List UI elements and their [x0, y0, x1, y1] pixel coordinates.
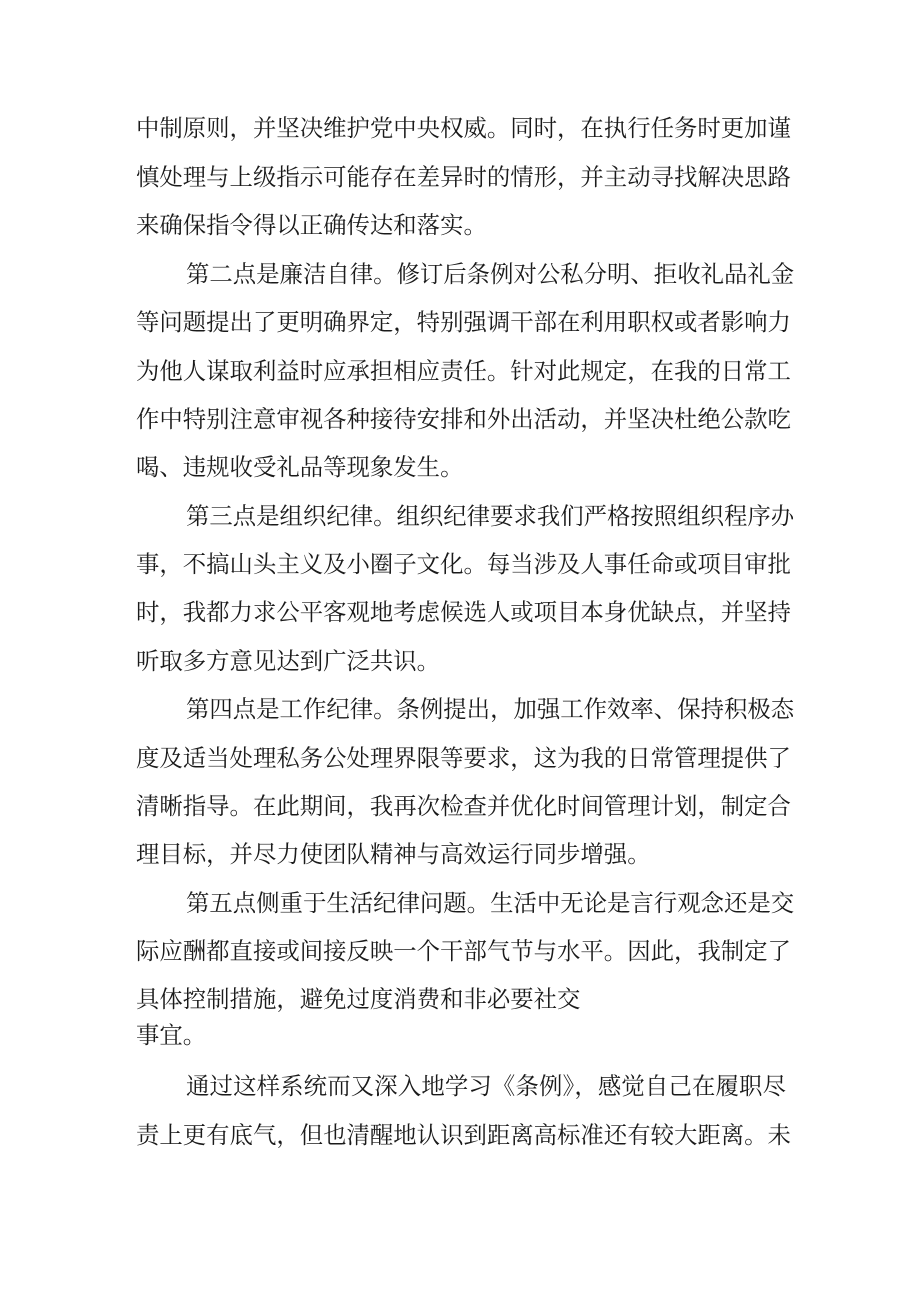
paragraph-first-line: 通过这样系统而又深入地学习《条例》，感觉自己在履职尽: [186, 1072, 786, 1100]
text-line: 责上更有底气，但也清醒地认识到距离高标准还有较大距离。未: [136, 1121, 791, 1149]
text-line: 时，我都力求公平客观地考虑候选人或项目本身优缺点，并坚持: [136, 598, 791, 626]
text-line: 等问题提出了更明确界定，特别强调干部在利用职权或者影响力: [136, 308, 791, 336]
text-line: 慎处理与上级指示可能存在差异时的情形，并主动寻找解决思路: [136, 163, 791, 191]
text-line: 喝、违规收受礼品等现象发生。: [136, 453, 464, 481]
paragraph-first-line: 第五点侧重于生活纪律问题。生活中无论是言行观念还是交: [186, 889, 795, 917]
text-line: 清晰指导。在此期间，我再次检查并优化时间管理计划，制定合: [136, 792, 791, 820]
paragraph-first-line: 第四点是工作纪律。条例提出，加强工作效率、保持积极态: [186, 695, 795, 723]
text-line: 事，不搞山头主义及小圈子文化。每当涉及人事任命或项目审批: [136, 550, 791, 578]
text-line: 听取多方意见达到广泛共识。: [136, 647, 441, 675]
text-line: 事宜。: [136, 1021, 207, 1049]
text-line: 具体控制措施，避免过度消费和非必要社交: [136, 985, 581, 1013]
text-line: 来确保指令得以正确传达和落实。: [136, 211, 487, 239]
text-line: 际应酬都直接或间接反映一个干部气节与水平。因此，我制定了: [136, 937, 791, 965]
text-line: 作中特别注意审视各种接待安排和外出活动，并坚决杜绝公款吃: [136, 405, 791, 433]
text-line: 为他人谋取利益时应承担相应责任。针对此规定，在我的日常工: [136, 357, 791, 385]
text-line: 中制原则，并坚决维护党中央权威。同时，在执行任务时更加谨: [136, 114, 791, 142]
paragraph-first-line: 第二点是廉洁自律。修订后条例对公私分明、拒收礼品礼金: [186, 260, 795, 288]
paragraph-first-line: 第三点是组织纪律。组织纪律要求我们严格按照组织程序办: [186, 502, 795, 530]
text-line: 理目标，并尽力使团队精神与高效运行同步增强。: [136, 840, 651, 868]
text-line: 度及适当处理私务公处理界限等要求，这为我的日常管理提供了: [136, 744, 791, 772]
